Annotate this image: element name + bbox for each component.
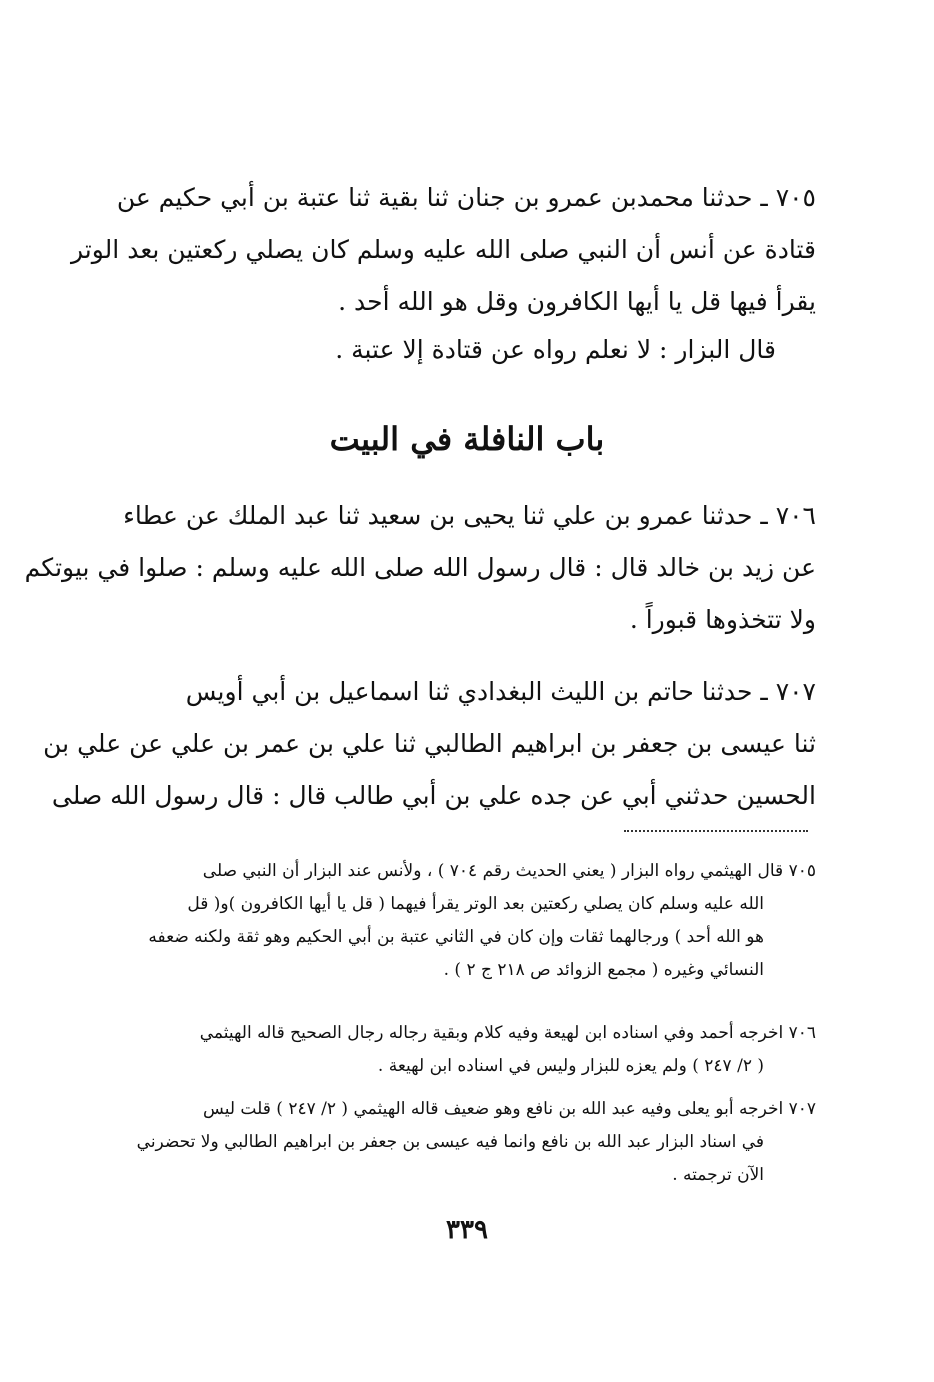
footnote-706-line-1: ٧٠٦ اخرجه أحمد وفي اسناده ابن لهيعة وفيه كلام وبقية رجاله رجال الصحيح قاله الهيثمي (199, 1023, 816, 1043)
footnote-706 (132, 1017, 816, 1083)
footnote-705-line-3: هو الله أحد ) ورجالهما ثقات وإن كان في الثاني عتبة بن أبي الحكيم وهو ثقة ولكنه ضعفه (148, 927, 764, 947)
footnote-706-line-2: ( ٢/ ٢٤٧ ) ولم يعزه للبزار وليس في اسناده ابن لهيعة . (377, 1056, 764, 1076)
hadith-706-line-2: عن زيد بن خالد قال : قال رسول الله صلى الله عليه وسلم : صلوا في بيوتكم (24, 553, 816, 582)
footnote-707 (132, 1093, 816, 1192)
hadith-705-line-3: يقرأ فيها قل يا أيها الكافرون وقل هو الله أحد . (338, 287, 816, 316)
footnote-divider (624, 830, 808, 832)
hadith-707-line-2: ثنا عيسى بن جعفر بن ابراهيم الطالبي ثنا علي بن عمر بن علي عن علي بن (43, 729, 816, 758)
hadith-705 (71, 172, 816, 328)
hadith-706 (24, 490, 816, 646)
footnote-707-line-2: في اسناد البزار عبد الله بن نافع وانما فيه عيسى بن جعفر بن ابراهيم الطالبي ولا تحضرني (136, 1132, 764, 1152)
hadith-705-line-2: قتادة عن أنس أن النبي صلى الله عليه وسلم كان يصلي ركعتين بعد الوتر (71, 235, 816, 264)
bazzar-note-line: قال البزار : لا نعلم رواه عن قتادة إلا عتبة . (335, 335, 776, 364)
footnote-705-line-1: ٧٠٥ قال الهيثمي رواه البزار ( يعني الحديث رقم ٧٠٤ ) ، ولأنس عند البزار أن النبي صلى (202, 861, 816, 881)
footnote-705-line-4: النسائي وغيره ( مجمع الزوائد ص ٢١٨ ج ٢ ) . (443, 960, 764, 980)
page-number: ٣٣٩ (446, 1215, 488, 1245)
hadith-706-line-3: ولا تتخذوها قبوراً . (629, 605, 816, 634)
footnote-705 (132, 855, 816, 987)
hadith-705-line-1: ٧٠٥ ـ حدثنا محمدبن عمرو بن جنان ثنا بقية ثنا عتبة بن أبي حكيم عن (116, 183, 816, 212)
chapter-title: باب النافلة في البيت (329, 420, 605, 458)
hadith-707 (43, 666, 816, 822)
footnote-705-line-2: الله عليه وسلم كان يصلي ركعتين بعد الوتر يقرأ فيهما ( قل يا أيها الكافرون )و( قل (187, 894, 764, 914)
hadith-707-line-1: ٧٠٧ ـ حدثنا حاتم بن الليث البغدادي ثنا اسماعيل بن أبي أويس (185, 677, 816, 706)
bazzar-note-705 (148, 324, 776, 376)
footnote-707-line-1: ٧٠٧ اخرجه أبو يعلى وفيه عبد الله بن نافع وهو ضعيف قاله الهيثمي ( ٢/ ٢٤٧ ) قلت ليس (203, 1099, 816, 1119)
hadith-707-line-3: الحسين حدثني أبي عن جده علي بن أبي طالب قال : قال رسول الله صلى (51, 781, 816, 810)
hadith-706-line-1: ٧٠٦ ـ حدثنا عمرو بن علي ثنا يحيى بن سعيد ثنا عبد الملك عن عطاء (123, 501, 816, 530)
footnote-707-line-3: الآن ترجمته . (672, 1165, 764, 1185)
